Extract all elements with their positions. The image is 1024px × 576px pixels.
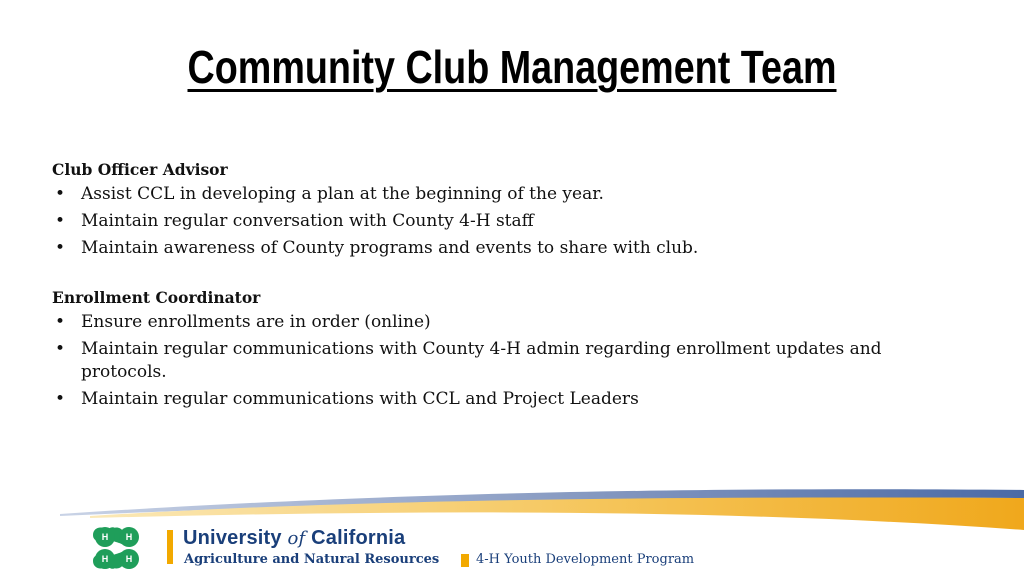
section-club-officer-advisor: [52, 160, 952, 260]
slide-content: [52, 160, 952, 429]
university-suffix: California: [305, 527, 406, 549]
bullet-text: Maintain awareness of County programs and events to share with club.: [81, 238, 699, 258]
slide-title: Community Club Management Team: [187, 41, 837, 93]
bullet-dot: •: [55, 238, 66, 258]
bullet-text: Assist CCL in developing a plan at the beginning of the year.: [81, 184, 604, 204]
svg-text:H: H: [125, 532, 133, 542]
bullet-text: Maintain regular communications with CCL and Project Leaders: [81, 389, 639, 409]
bullet-dot: •: [55, 184, 66, 204]
bullet-dot: •: [55, 312, 66, 332]
four-leaf-clover-icon: [89, 523, 145, 573]
bullet-dot: •: [55, 211, 66, 231]
bullet-item: [52, 237, 952, 260]
bullet-dot: •: [55, 389, 66, 409]
program-name: 4-H Youth Development Program: [476, 552, 695, 567]
university-name: [183, 527, 405, 550]
division-name: Agriculture and Natural Resources: [184, 552, 440, 567]
bullet-list: [52, 311, 952, 411]
section-enrollment-coordinator: [52, 288, 952, 411]
uc-accent-bar: [167, 530, 173, 564]
section-heading: Club Officer Advisor: [52, 160, 228, 179]
program-accent-bar: [461, 554, 469, 567]
bullet-item: [52, 210, 952, 233]
section-heading: Enrollment Coordinator: [52, 288, 261, 307]
bullet-list: [52, 183, 952, 260]
bullet-item: [52, 311, 952, 334]
bullet-item: [52, 183, 952, 206]
bullet-dot: •: [55, 339, 66, 359]
bullet-text: Maintain regular conversation with County 4-H staff: [81, 211, 534, 231]
university-of: of: [287, 528, 306, 549]
bullet-item: [52, 338, 952, 384]
university-prefix: University: [183, 527, 288, 549]
footer-swoosh: [0, 470, 1024, 530]
svg-text:H: H: [101, 554, 109, 564]
bullet-text: Ensure enrollments are in order (online): [81, 312, 431, 332]
svg-text:H: H: [125, 554, 133, 564]
svg-text:H: H: [101, 532, 109, 542]
bullet-text: Maintain regular communications with County 4-H admin regarding enrollment updates and protocols.: [81, 339, 882, 382]
bullet-item: [52, 388, 952, 411]
